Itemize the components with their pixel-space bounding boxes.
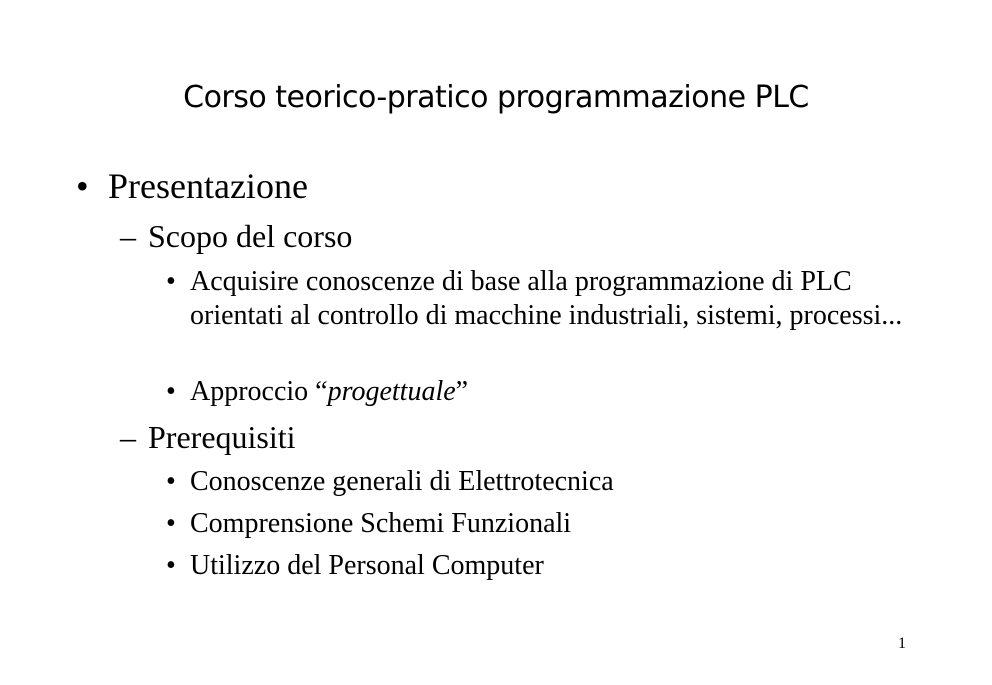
list-item-text: Conoscenze generali di Elettrotecnica — [190, 466, 614, 497]
section-heading-label: Scopo del corso — [148, 218, 353, 254]
dash-icon: – — [120, 419, 136, 455]
page-number: 1 — [898, 635, 906, 652]
bullet-icon: • — [166, 266, 176, 297]
dash-icon: – — [120, 218, 136, 254]
main-item-label: Presentazione — [108, 166, 308, 206]
bullet-icon: • — [166, 550, 176, 581]
bullet-icon: • — [166, 466, 176, 497]
bullet-icon: • — [166, 376, 176, 407]
list-item-suffix: ” — [455, 376, 469, 407]
list-item-text: Acquisire conoscenze di base alla programmazione di PLC orientati al controllo di macchine industriali, sistemi, processi... — [190, 266, 903, 331]
slide-title: Corso teorico-pratico programmazione PLC — [183, 80, 809, 115]
list-item-text — [190, 375, 926, 409]
list-item-emphasis: progettuale — [327, 376, 456, 407]
list-item-text: Utilizzo del Personal Computer — [190, 550, 544, 581]
list-item-prefix: Approccio “ — [190, 376, 328, 407]
list-item — [166, 507, 926, 541]
list-item — [166, 465, 926, 499]
list-item — [166, 375, 926, 409]
list-item-text: Comprensione Schemi Funzionali — [190, 508, 572, 539]
list-item — [166, 549, 926, 583]
section-heading-label: Prerequisiti — [148, 419, 296, 455]
bullet-icon: • — [76, 166, 89, 206]
bullet-icon: • — [166, 508, 176, 539]
list-item — [166, 265, 926, 333]
